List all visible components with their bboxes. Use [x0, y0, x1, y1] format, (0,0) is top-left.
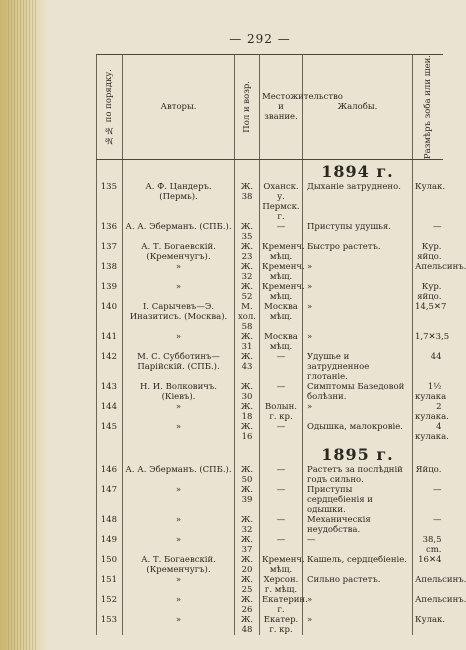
- author-cell: »: [123, 615, 235, 635]
- header-num: №№ по порядку.: [97, 55, 123, 160]
- author-cell: М. С. Субботинъ—Парійскій. (СПБ.).: [123, 352, 235, 382]
- author-cell: »: [123, 535, 235, 555]
- case-number: 135: [97, 182, 123, 222]
- residence-cell: Москва мѣщ.: [260, 332, 303, 352]
- case-number: 147: [97, 485, 123, 515]
- sex-age-cell: Ж. 25: [235, 575, 260, 595]
- header-residence: Местожительство и звание.: [260, 55, 303, 160]
- header-authors: Авторы.: [123, 55, 235, 160]
- table-row: [97, 555, 443, 575]
- goiter-size-cell: Кур. яйцо.: [413, 282, 443, 302]
- residence-cell: Херсон. г. мѣщ.: [260, 575, 303, 595]
- complaint-cell: —: [303, 535, 413, 555]
- empty-cell: [235, 160, 260, 183]
- residence-cell: Екатерин. г.: [260, 595, 303, 615]
- complaint-cell: Кашель, сердцебіеніе.: [303, 555, 413, 575]
- complaint-cell: »: [303, 595, 413, 615]
- goiter-size-cell: 4 кулака.: [413, 422, 443, 442]
- case-number: 144: [97, 402, 123, 422]
- case-number: 137: [97, 242, 123, 262]
- complaint-cell: Симптомы Базедовой болѣзни.: [303, 382, 413, 402]
- case-number: 145: [97, 422, 123, 442]
- goiter-size-cell: Кур. яйцо.: [413, 242, 443, 262]
- case-number: 142: [97, 352, 123, 382]
- sex-age-cell: Ж. 26: [235, 595, 260, 615]
- year-heading: 1894 г.: [303, 160, 413, 183]
- empty-cell: [123, 160, 235, 183]
- author-cell: »: [123, 262, 235, 282]
- residence-cell: —: [260, 222, 303, 242]
- case-number: 148: [97, 515, 123, 535]
- table-header-row: [97, 55, 443, 160]
- residence-cell: —: [260, 535, 303, 555]
- table-row: [97, 575, 443, 595]
- goiter-size-cell: 14,5✕7: [413, 302, 443, 332]
- empty-cell: [97, 160, 123, 183]
- goiter-size-cell: 16✕4: [413, 555, 443, 575]
- goiter-size-cell: Кулак.: [413, 182, 443, 222]
- case-number: 141: [97, 332, 123, 352]
- goiter-size-cell: 44: [413, 352, 443, 382]
- author-cell: »: [123, 485, 235, 515]
- author-cell: »: [123, 422, 235, 442]
- empty-cell: [260, 160, 303, 183]
- residence-cell: —: [260, 382, 303, 402]
- sex-age-cell: Ж. 48: [235, 615, 260, 635]
- sex-age-cell: Ж. 20: [235, 555, 260, 575]
- author-cell: А. А. Эберманъ. (СПБ.).: [123, 222, 235, 242]
- residence-cell: —: [260, 422, 303, 442]
- author-cell: »: [123, 595, 235, 615]
- case-number: 138: [97, 262, 123, 282]
- case-number: 152: [97, 595, 123, 615]
- residence-cell: Москва мѣщ.: [260, 302, 303, 332]
- complaint-cell: »: [303, 332, 413, 352]
- table-row: [97, 422, 443, 442]
- goiter-size-cell: 1,7✕3,5: [413, 332, 443, 352]
- case-number: 151: [97, 575, 123, 595]
- author-cell: »: [123, 282, 235, 302]
- book-gutter: [0, 0, 48, 650]
- author-cell: А. Ф. Цандеръ. (Пермь).: [123, 182, 235, 222]
- empty-cell: [123, 443, 235, 465]
- residence-cell: —: [260, 465, 303, 485]
- table-row: [97, 535, 443, 555]
- table-row: [97, 332, 443, 352]
- author-cell: А. А. Эберманъ. (СПБ.).: [123, 465, 235, 485]
- author-cell: »: [123, 575, 235, 595]
- author-cell: »: [123, 402, 235, 422]
- empty-cell: [413, 443, 443, 465]
- author-cell: А. Т. Богаевскій. (Кременчугъ).: [123, 242, 235, 262]
- sex-age-cell: Ж. 43: [235, 352, 260, 382]
- table-row: [97, 595, 443, 615]
- sex-age-cell: Ж. 31: [235, 332, 260, 352]
- complaint-cell: Удушье и затрудненное глотаніе.: [303, 352, 413, 382]
- sex-age-cell: Ж. 39: [235, 485, 260, 515]
- case-number: 140: [97, 302, 123, 332]
- table-row: [97, 262, 443, 282]
- sex-age-cell: Ж. 52: [235, 282, 260, 302]
- residence-cell: Волын. г. кр.: [260, 402, 303, 422]
- case-number: 150: [97, 555, 123, 575]
- complaint-cell: »: [303, 262, 413, 282]
- complaint-cell: »: [303, 282, 413, 302]
- residence-cell: Кременч. мѣщ.: [260, 555, 303, 575]
- residence-cell: —: [260, 485, 303, 515]
- author-cell: Н. И. Волковичъ. (Кіевъ).: [123, 382, 235, 402]
- table-row: [97, 222, 443, 242]
- complaint-cell: Быстро растетъ.: [303, 242, 413, 262]
- goiter-size-cell: Кулак.: [413, 615, 443, 635]
- empty-cell: [235, 443, 260, 465]
- header-size: Размѣръ зоба или шеи.: [413, 55, 443, 160]
- case-number: 149: [97, 535, 123, 555]
- goiter-size-cell: Яйцо.: [413, 465, 443, 485]
- empty-cell: [97, 443, 123, 465]
- author-cell: »: [123, 515, 235, 535]
- residence-cell: Кременч. мѣщ.: [260, 282, 303, 302]
- complaint-cell: Приступы удушья.: [303, 222, 413, 242]
- sex-age-cell: Ж. 32: [235, 262, 260, 282]
- table-row: [97, 242, 443, 262]
- complaint-cell: Растетъ за послѣдній годъ сильно.: [303, 465, 413, 485]
- sex-age-cell: Ж. 38: [235, 182, 260, 222]
- sex-age-cell: М. хол. 58: [235, 302, 260, 332]
- sex-age-cell: Ж. 23: [235, 242, 260, 262]
- table-row: [97, 302, 443, 332]
- author-cell: А. Т. Богаевскій. (Кременчугъ).: [123, 555, 235, 575]
- residence-cell: —: [260, 515, 303, 535]
- goiter-size-cell: Апельсинъ.: [413, 262, 443, 282]
- complaint-cell: »: [303, 402, 413, 422]
- complaint-cell: Приступы сердцебіенія и одышки.: [303, 485, 413, 515]
- sex-age-cell: Ж. 35: [235, 222, 260, 242]
- sex-age-cell: Ж. 32: [235, 515, 260, 535]
- goiter-size-cell: —: [413, 515, 443, 535]
- table-row: [97, 182, 443, 222]
- sex-age-cell: Ж. 50: [235, 465, 260, 485]
- complaint-cell: Механическія неудобства.: [303, 515, 413, 535]
- case-number: 139: [97, 282, 123, 302]
- table-row: [97, 515, 443, 535]
- table-row: [97, 282, 443, 302]
- case-number: 143: [97, 382, 123, 402]
- goiter-size-cell: —: [413, 222, 443, 242]
- table-row: [97, 465, 443, 485]
- header-complaints: Жалобы.: [303, 55, 413, 160]
- residence-cell: Екатер. г. кр.: [260, 615, 303, 635]
- case-number: 146: [97, 465, 123, 485]
- sex-age-cell: Ж. 30: [235, 382, 260, 402]
- sex-age-cell: Ж. 18: [235, 402, 260, 422]
- header-sex-age: Пол и возр.: [235, 55, 260, 160]
- goiter-size-cell: 1½ кулака: [413, 382, 443, 402]
- sex-age-cell: Ж. 16: [235, 422, 260, 442]
- author-cell: »: [123, 332, 235, 352]
- author-cell: І. Сарычевъ—Э. Иназитисъ. (Москва).: [123, 302, 235, 332]
- year-heading-row: [97, 443, 443, 465]
- goiter-size-cell: Апельсинъ.: [413, 595, 443, 615]
- goiter-size-cell: 2 кулака.: [413, 402, 443, 422]
- table-row: [97, 615, 443, 635]
- residence-cell: —: [260, 352, 303, 382]
- empty-cell: [260, 443, 303, 465]
- year-heading: 1895 г.: [303, 443, 413, 465]
- complaint-cell: Дыханіе затруднено.: [303, 182, 413, 222]
- case-number: 136: [97, 222, 123, 242]
- residence-cell: Кременч. мѣщ.: [260, 262, 303, 282]
- case-number: 153: [97, 615, 123, 635]
- table-row: [97, 382, 443, 402]
- complaint-cell: »: [303, 302, 413, 332]
- complaint-cell: Одышка, малокровіе.: [303, 422, 413, 442]
- empty-cell: [413, 160, 443, 183]
- goiter-size-cell: —: [413, 485, 443, 515]
- page-number: — 292 —: [229, 32, 291, 46]
- complaint-cell: »: [303, 615, 413, 635]
- table-row: [97, 402, 443, 422]
- residence-cell: Кременч. мѣщ.: [260, 242, 303, 262]
- year-heading-row: [97, 160, 443, 183]
- residence-cell: Оханск. у. Пермск. г.: [260, 182, 303, 222]
- sex-age-cell: Ж. 37: [235, 535, 260, 555]
- table-row: [97, 485, 443, 515]
- goiter-case-table: [96, 54, 466, 650]
- table-row: [97, 352, 443, 382]
- goiter-size-cell: Апельсинъ.: [413, 575, 443, 595]
- goiter-size-cell: 38,5 сm.: [413, 535, 443, 555]
- complaint-cell: Сильно растетъ.: [303, 575, 413, 595]
